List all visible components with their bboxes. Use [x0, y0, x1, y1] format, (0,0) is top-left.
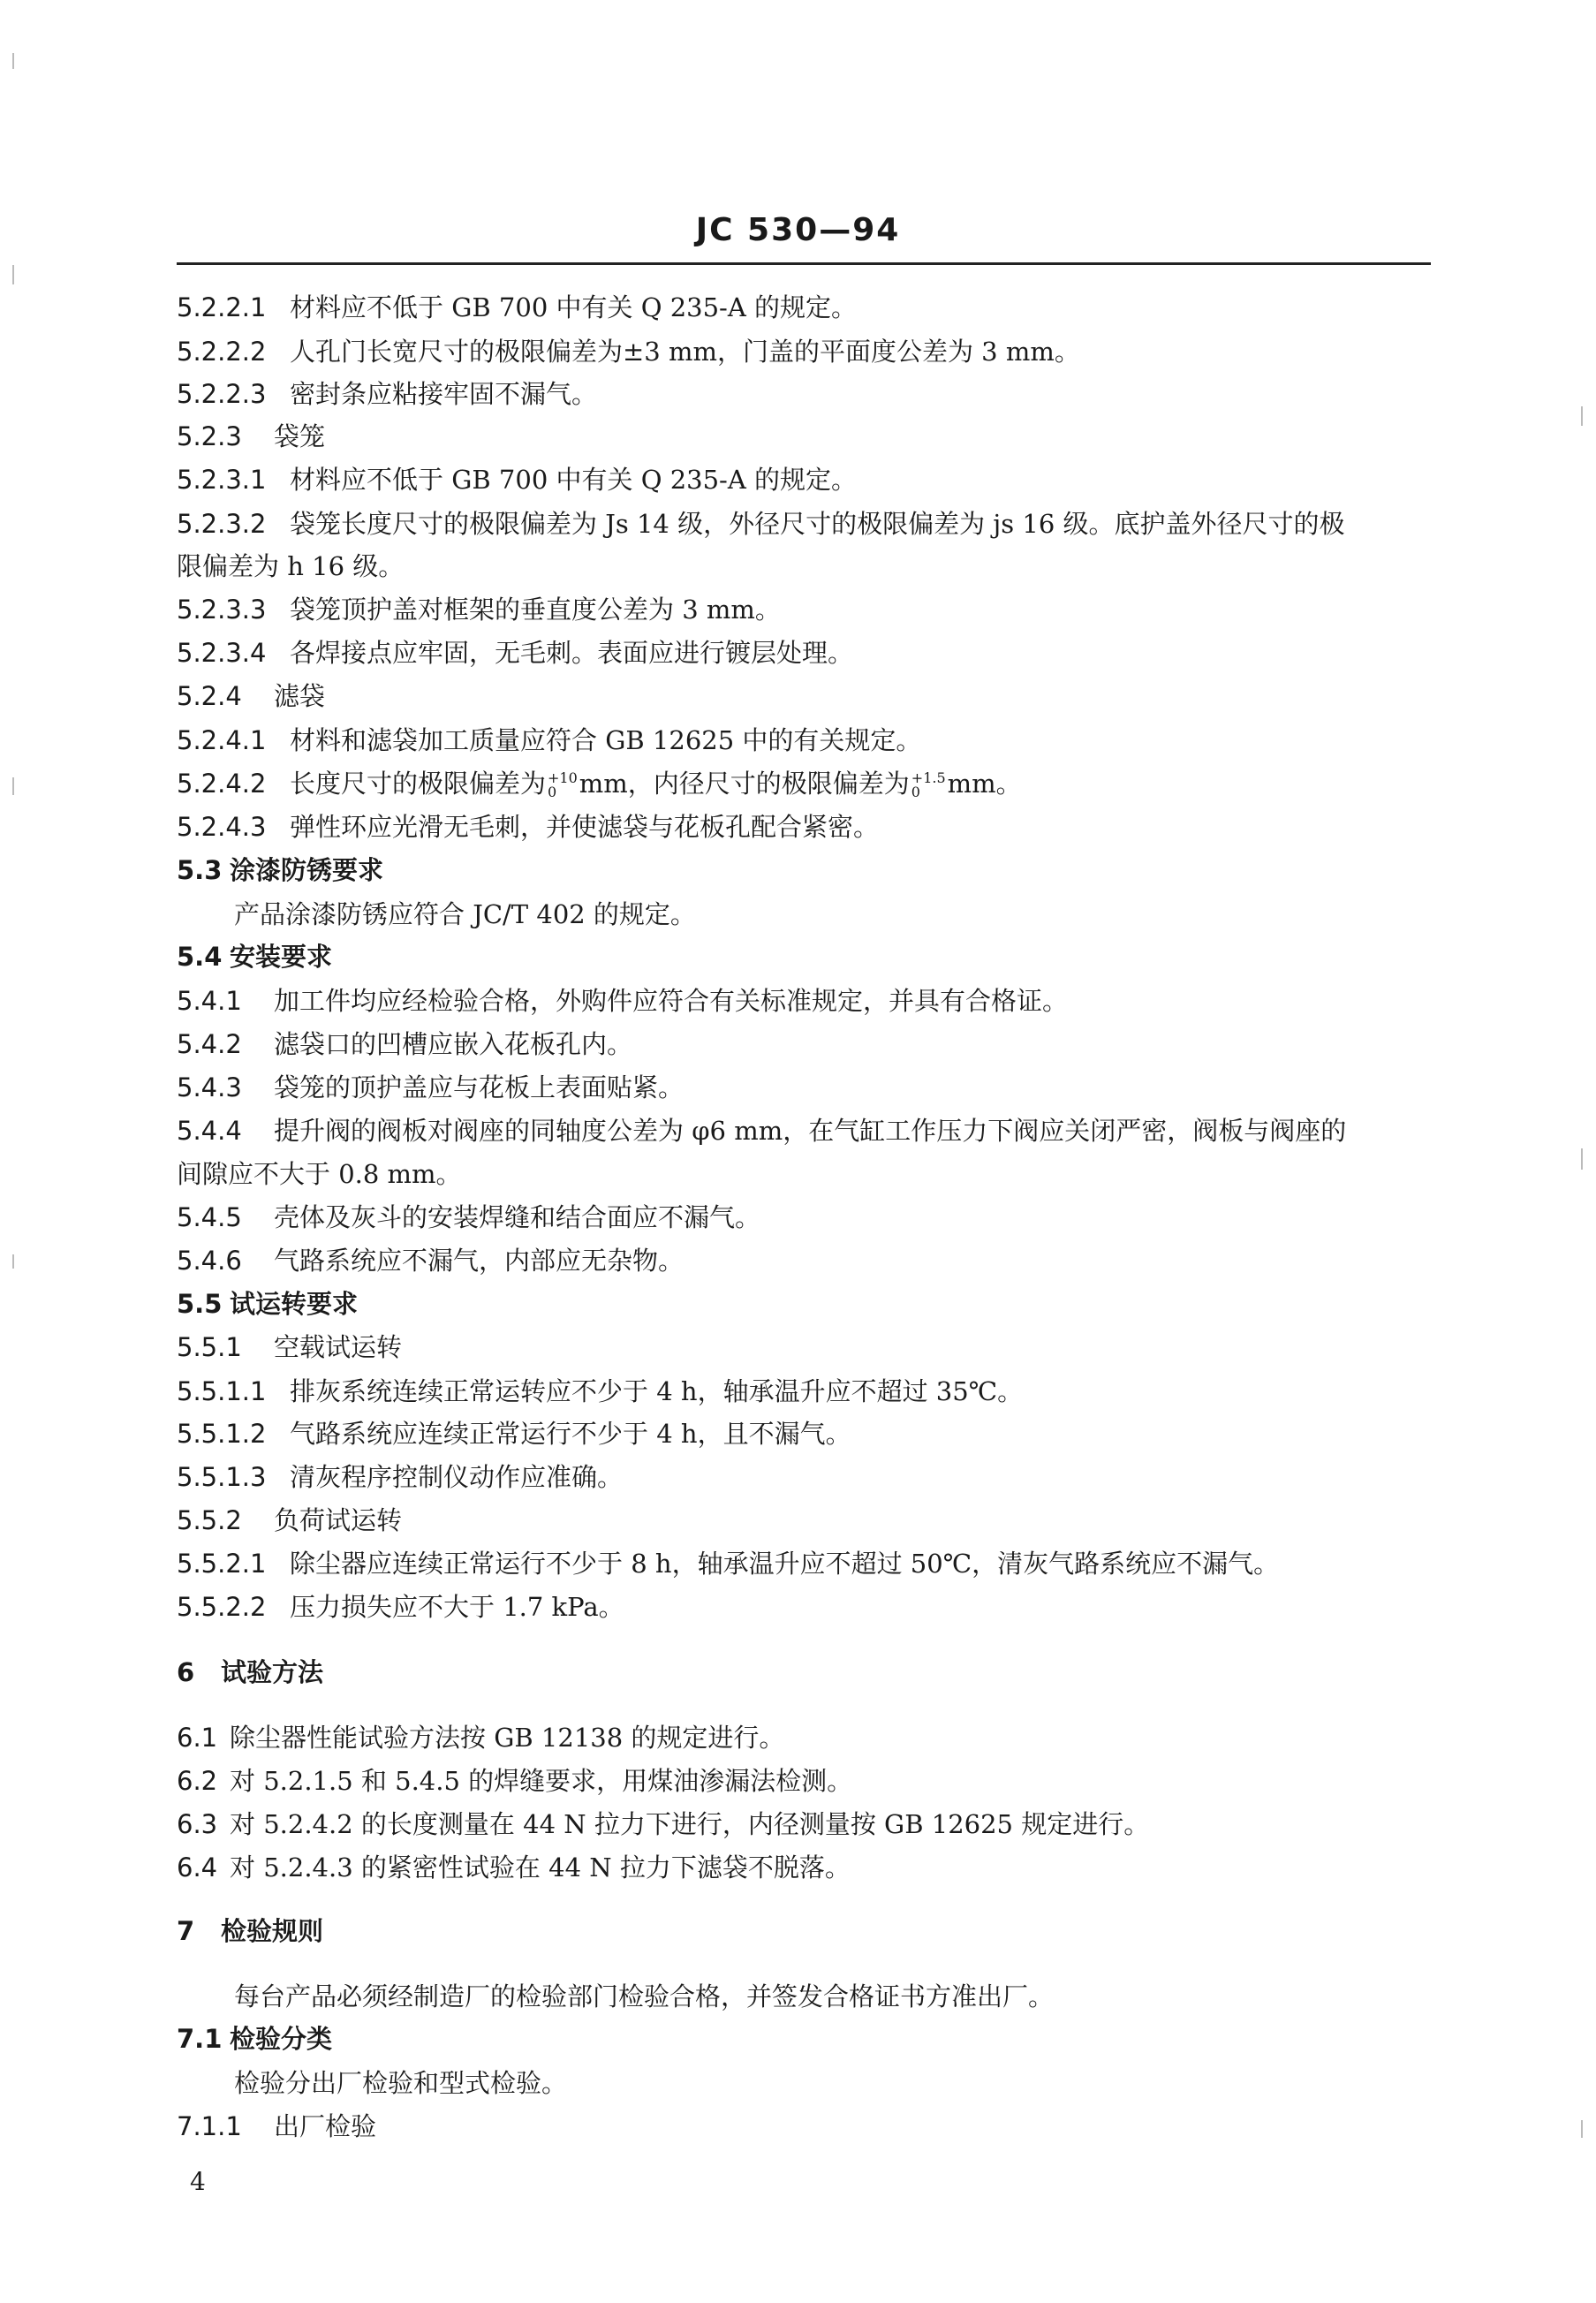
clause-5-4-5: [177, 1200, 1431, 1235]
section-title: 试验方法: [221, 1657, 324, 1687]
clause-number: 5.5.1: [177, 1332, 242, 1362]
clause-number: 5.2.4.3: [177, 812, 267, 842]
clause-5-2-4-2: [177, 766, 1431, 801]
clause-5-5-1: [177, 1330, 1431, 1365]
clause-text: 对 5.2.4.2 的长度测量在 44 N 拉力下进行，内径测量按 GB 12625 规定进行。: [230, 1809, 1150, 1839]
clause-number: 5.4.2: [177, 1029, 242, 1059]
clause-text: 袋笼长度尺寸的极限偏差为 Js 14 级，外径尺寸的极限偏差为 js 16 级。底护盖外径尺寸的极: [290, 509, 1345, 539]
clause-text: 滤袋: [274, 681, 326, 711]
clause-5-5-1-3: [177, 1459, 1431, 1495]
paragraph: [234, 1979, 1488, 2014]
clause-text: 人孔门长宽尺寸的极限偏差为±3 mm，门盖的平面度公差为 3 mm。: [290, 337, 1080, 367]
clause-text: 负荷试运转: [274, 1505, 403, 1535]
clause-number: 5.5.1.2: [177, 1419, 267, 1449]
document-header: JC 530—94: [695, 212, 901, 248]
paragraph-text: 产品涂漆防锈应符合 JC/T 402 的规定。: [234, 899, 696, 929]
clause-5-2-2-2: [177, 334, 1431, 369]
clause-5-5-2: [177, 1503, 1431, 1538]
clause-text: 材料应不低于 GB 700 中有关 Q 235-A 的规定。: [290, 292, 858, 322]
clause-number: 5.4.3: [177, 1072, 242, 1102]
clause-text: 袋笼顶护盖对框架的垂直度公差为 3 mm。: [290, 595, 781, 625]
clause-5-5-1-2: [177, 1416, 1431, 1451]
clause-5-2-3-3: [177, 592, 1431, 627]
clause-number: 5.4.1: [177, 986, 242, 1016]
page-number: 4: [190, 2167, 206, 2196]
section-number: 5.3: [177, 855, 223, 885]
clause-number: 6.4: [177, 1852, 218, 1883]
clause-continuation: [177, 1156, 1431, 1192]
clause-5-5-2-2: [177, 1589, 1431, 1625]
header-rule: [177, 262, 1431, 265]
clause-text: 出厂检验: [274, 2111, 377, 2141]
section-number: 5.5: [177, 1289, 223, 1319]
clause-number: 5.2.3: [177, 421, 242, 451]
paragraph-text: 每台产品必须经制造厂的检验部门检验合格，并签发合格证书方准出厂。: [234, 1981, 1055, 2011]
clause-6-1: [177, 1720, 1431, 1755]
section-title: 检验分类: [230, 2024, 333, 2054]
paragraph: [234, 897, 1488, 932]
clause-number: 5.2.4.1: [177, 725, 267, 755]
clause-number: 6.3: [177, 1809, 218, 1839]
clause-6-4: [177, 1850, 1431, 1885]
tolerance-length: +10 0: [548, 769, 578, 800]
clause-number: 5.2.2.2: [177, 337, 267, 367]
clause-number: 5.4.4: [177, 1116, 242, 1146]
clause-5-2-4: [177, 678, 1431, 714]
clause-6-2: [177, 1763, 1431, 1799]
clause-text: 长度尺寸的极限偏差为: [290, 769, 547, 799]
clause-number: 5.2.3.2: [177, 509, 267, 539]
clause-text: 各焊接点应牢固，无毛刺。表面应进行镀层处理。: [290, 638, 854, 668]
section-5-5-heading: [177, 1286, 1431, 1322]
clause-text: mm。: [947, 769, 1022, 799]
paragraph: [234, 2065, 1488, 2101]
clause-continuation: [177, 549, 1431, 584]
clause-5-2-4-3: [177, 809, 1431, 845]
clause-text: 袋笼的顶护盖应与花板上表面贴紧。: [274, 1072, 685, 1102]
clause-7-1-1: [177, 2109, 1431, 2144]
clause-number: 5.2.3.4: [177, 638, 267, 668]
clause-5-2-2-3: [177, 376, 1431, 412]
clause-5-4-4: [177, 1113, 1431, 1148]
section-number: 7: [177, 1916, 195, 1946]
clause-5-2-3-2: [177, 506, 1431, 542]
clause-5-2-2-1: [177, 290, 1431, 325]
clause-text: 除尘器应连续正常运行不少于 8 h，轴承温升应不超过 50℃，清灰气路系统应不漏气。: [290, 1549, 1280, 1579]
clause-text: 材料和滤袋加工质量应符合 GB 12625 中的有关规定。: [290, 725, 922, 755]
clause-5-2-4-1: [177, 723, 1431, 758]
tolerance-diameter: +1.5 0: [911, 769, 946, 800]
section-7-heading: [177, 1913, 1431, 1949]
section-6-heading: [177, 1655, 1431, 1690]
clause-5-5-1-1: [177, 1374, 1431, 1409]
clause-6-3: [177, 1807, 1431, 1842]
section-title: 涂漆防锈要求: [230, 855, 384, 885]
section-number: 5.4: [177, 942, 223, 972]
clause-number: 6.2: [177, 1766, 218, 1796]
clause-number: 5.2.4.2: [177, 769, 267, 799]
clause-number: 5.5.1.3: [177, 1462, 267, 1492]
clause-text: 除尘器性能试验方法按 GB 12138 的规定进行。: [230, 1723, 785, 1753]
clause-text: 气路系统应不漏气，内部应无杂物。: [274, 1246, 685, 1276]
clause-text: 排灰系统连续正常运转应不少于 4 h，轴承温升应不超过 35℃。: [290, 1376, 1024, 1406]
clause-text: 气路系统应连续正常运行不少于 4 h，且不漏气。: [290, 1419, 851, 1449]
clause-5-4-2: [177, 1027, 1431, 1062]
section-7-1-heading: [177, 2021, 1431, 2057]
clause-number: 5.2.2.3: [177, 379, 267, 409]
clause-number: 5.5.1.1: [177, 1376, 267, 1406]
section-number: 6: [177, 1657, 195, 1687]
clause-number: 5.5.2: [177, 1505, 242, 1535]
clause-text: 清灰程序控制仪动作应准确。: [290, 1462, 624, 1492]
clause-text: 提升阀的阀板对阀座的同轴度公差为 φ6 mm，在气缸工作压力下阀应关闭严密，阀板与阀座的: [274, 1116, 1347, 1146]
scan-artifact: [1581, 406, 1583, 426]
clause-text: 材料应不低于 GB 700 中有关 Q 235-A 的规定。: [290, 465, 858, 495]
scan-artifact: [12, 1254, 14, 1269]
clause-number: 5.2.3.1: [177, 465, 267, 495]
clause-5-2-3: [177, 419, 1431, 454]
clause-5-4-6: [177, 1243, 1431, 1278]
clause-5-4-1: [177, 983, 1431, 1019]
clause-text: mm，内径尺寸的极限偏差为: [579, 769, 910, 799]
clause-5-2-3-4: [177, 635, 1431, 670]
clause-text: 限偏差为 h 16 级。: [177, 551, 405, 581]
clause-text: 压力损失应不大于 1.7 kPa。: [290, 1592, 624, 1622]
clause-text: 密封条应粘接牢固不漏气。: [290, 379, 598, 409]
clause-number: 5.5.2.1: [177, 1549, 267, 1579]
section-title: 检验规则: [221, 1916, 324, 1946]
clause-number: 5.5.2.2: [177, 1592, 267, 1622]
clause-number: 6.1: [177, 1723, 218, 1753]
clause-number: 7.1.1: [177, 2111, 242, 2141]
clause-text: 弹性环应光滑无毛刺，并使滤袋与花板孔配合紧密。: [290, 812, 880, 842]
clause-text: 滤袋口的凹槽应嵌入花板孔内。: [274, 1029, 633, 1059]
scan-artifact: [12, 777, 14, 795]
clause-number: 5.4.5: [177, 1202, 242, 1232]
clause-number: 5.4.6: [177, 1246, 242, 1276]
clause-text: 空载试运转: [274, 1332, 403, 1362]
scan-artifact: [1581, 1148, 1583, 1170]
clause-text: 间隙应不大于 0.8 mm。: [177, 1159, 462, 1189]
clause-number: 5.2.2.1: [177, 292, 267, 322]
clause-number: 5.2.3.3: [177, 595, 267, 625]
clause-5-4-3: [177, 1070, 1431, 1105]
clause-text: 对 5.2.4.3 的紧密性试验在 44 N 拉力下滤袋不脱落。: [230, 1852, 851, 1883]
scan-artifact: [12, 53, 14, 69]
clause-5-2-3-1: [177, 462, 1431, 497]
section-title: 安装要求: [230, 942, 333, 972]
section-5-3-heading: [177, 852, 1431, 888]
clause-text: 壳体及灰斗的安装焊缝和结合面应不漏气。: [274, 1202, 761, 1232]
clause-text: 对 5.2.1.5 和 5.4.5 的焊缝要求，用煤油渗漏法检测。: [230, 1766, 853, 1796]
clause-text: 加工件均应经检验合格，外购件应符合有关标准规定，并具有合格证。: [274, 986, 1069, 1016]
clause-text: 袋笼: [274, 421, 326, 451]
clause-5-5-2-1: [177, 1546, 1431, 1581]
section-5-4-heading: [177, 939, 1431, 974]
clause-number: 5.2.4: [177, 681, 242, 711]
paragraph-text: 检验分出厂检验和型式检验。: [234, 2068, 568, 2098]
scan-artifact: [1581, 2120, 1583, 2138]
section-title: 试运转要求: [230, 1289, 359, 1319]
scan-artifact: [12, 265, 14, 284]
section-number: 7.1: [177, 2024, 223, 2054]
